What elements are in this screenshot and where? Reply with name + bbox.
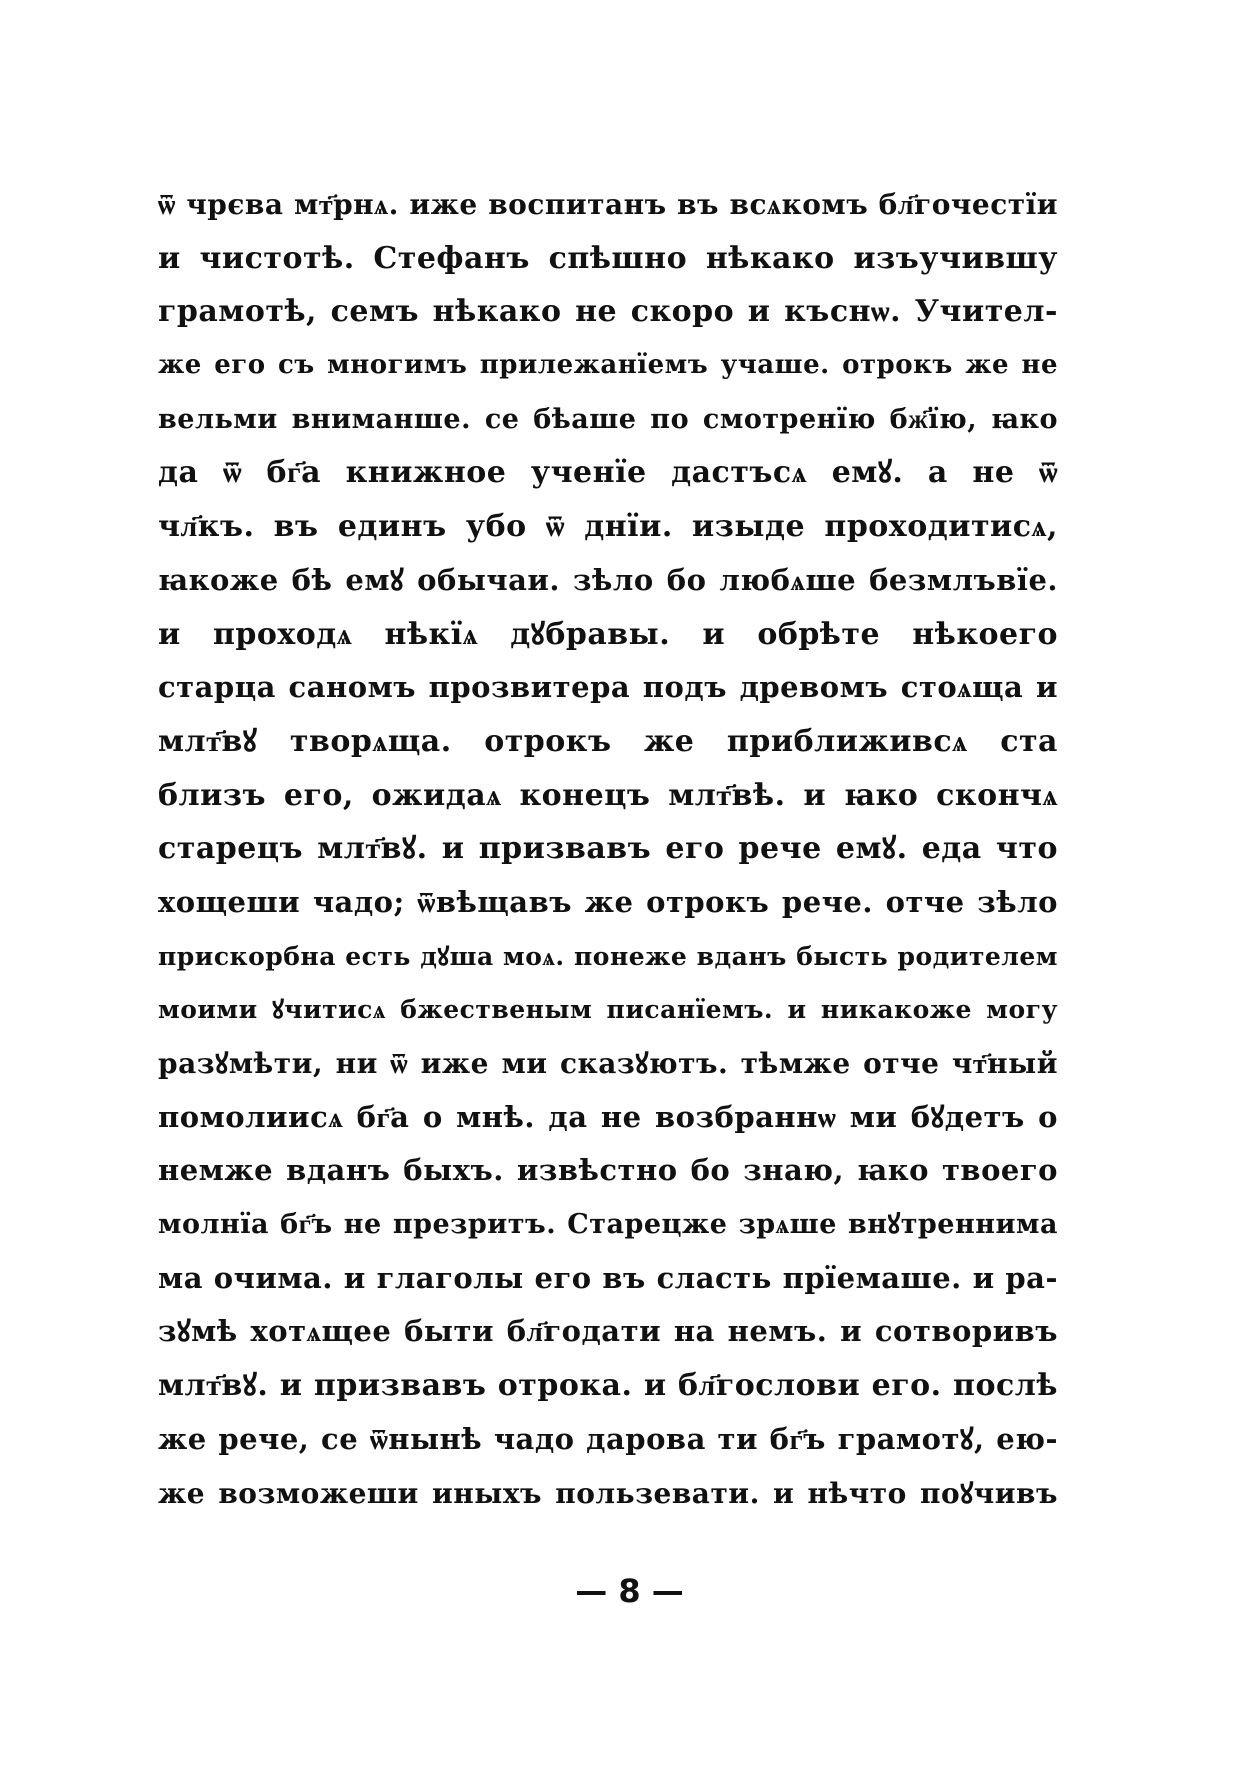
text-line: и чистотѣ. Стефанъ спѣшно нѣкако изъучившу bbox=[158, 240, 1058, 276]
text-line: ѿ чрєва мт҃рнѧ. иже воспитанъ въ всѧкомъ бл҃гочестїи bbox=[158, 188, 1058, 221]
text-line: зꙋмѣ хотѧщее быти бл҃годати на немъ. и сотворивъ bbox=[158, 1314, 1058, 1349]
text-line: же рече, се ѿнынѣ чадо дарова ти бг҃ъ грамотꙋ, ею- bbox=[158, 1421, 1058, 1456]
text-line: чл҃къ. въ единъ убо ѿ днїи. изыде проходитисѧ, bbox=[158, 509, 1058, 545]
text-line: и проходѧ нѣкїѧ дꙋбравы. и обрѣте нѣкоего bbox=[158, 616, 1058, 652]
text-line: старца саномъ прозвитера подъ древомъ стоѧща и bbox=[158, 670, 1058, 705]
text-line: молнїа бг҃ъ не презритъ. Старецже зрѧше внꙋтреннима bbox=[158, 1209, 1058, 1241]
text-line: ма очима. и глаголы его въ сласть прїемаше. и ра- bbox=[158, 1260, 1058, 1295]
text-line: грамотѣ, семъ нѣкако не скоро и къснѡ. Учител- bbox=[158, 294, 1058, 330]
text-line: хощеши чадо; ѿвѣщавъ же отрокъ рече. отче зѣло bbox=[158, 884, 1058, 919]
text-line: млт҃вꙋ. и призвавъ отрока. и бл҃гослови его. послѣ bbox=[158, 1368, 1058, 1404]
text-line: близъ его, ожидаѧ конецъ млт҃вѣ. и ꙗко скончѧ bbox=[158, 777, 1058, 813]
text-line: разꙋмѣти, ни ѿ иже ми сказꙋютъ. тѣмже отче чт҃ный bbox=[158, 1047, 1058, 1080]
page-number: — 8 — bbox=[575, 1572, 684, 1610]
text-line: же возможеши иныхъ пользевати. и нѣчто поꙋчивъ bbox=[158, 1476, 1058, 1510]
text-line: прискорбна есть дꙋша моѧ. понеже вданъ бысть родителем bbox=[158, 941, 1058, 971]
text-line: немже вданъ быхъ. извѣстно бо знаю, ꙗко твоего bbox=[158, 1153, 1058, 1188]
text-line: млт҃вꙋ творѧща. отрокъ же приближивсѧ ста bbox=[158, 723, 1058, 759]
text-line: ꙗкоже бѣ емꙋ обычаи. зѣло бо любѧше безмлъвїе. bbox=[158, 562, 1058, 597]
text-line: да ѿ бг҃а книжное ученїе дастъсѧ емꙋ. а не ѿ bbox=[158, 455, 1058, 491]
text-line: же его съ многимъ прилежанїемъ учаше. отрокъ же не bbox=[158, 350, 1058, 381]
text-line: старецъ млт҃вꙋ. и призвавъ его рече емꙋ. еда что bbox=[158, 831, 1058, 867]
text-line: вельми вниманше. се бѣаше по смотренїю бж҃їю, ꙗко bbox=[158, 403, 1058, 435]
body-text bbox=[158, 178, 1058, 1520]
text-line: помолиисѧ бг҃а о мнѣ. да не возбраннѡ ми бꙋдетъ о bbox=[158, 1099, 1058, 1134]
text-line: моими ꙋчитисѧ бжественым писанїемъ. и никакоже могу bbox=[158, 995, 1058, 1025]
